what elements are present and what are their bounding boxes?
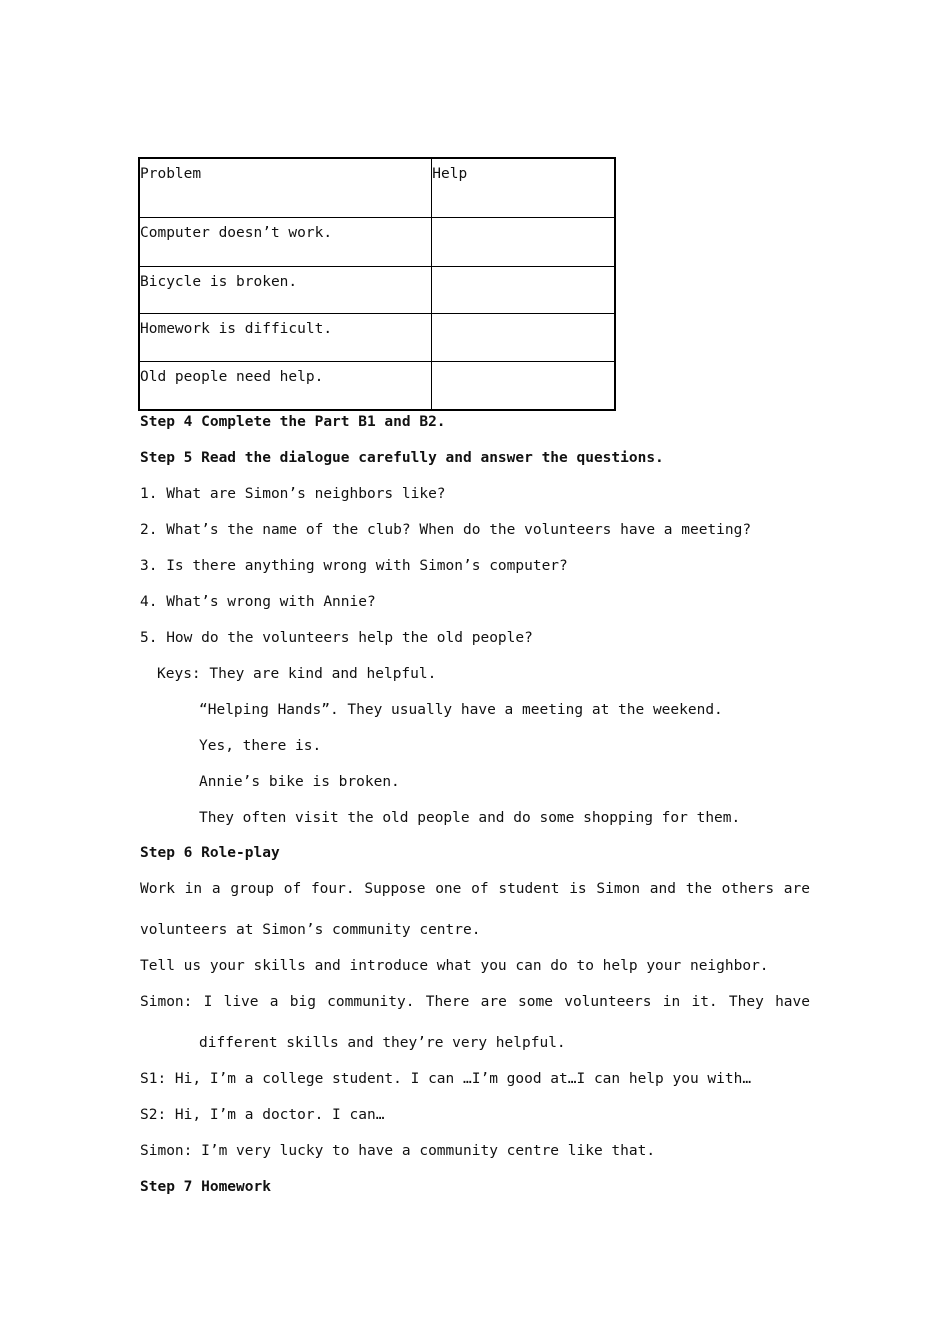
help-cell (432, 362, 615, 411)
question-1: 1. What are Simon’s neighbors like? (140, 486, 446, 502)
step5-heading: Step 5 Read the dialogue carefully and answer the questions. (140, 450, 664, 466)
table-row (139, 362, 615, 411)
simon-line-1: Simon: I live a big community. There are some volunteers in it. They have (140, 994, 810, 1010)
answer-key-2: “Helping Hands”. They usually have a meeting at the weekend. (199, 702, 723, 718)
problem-cell: Old people need help. (139, 362, 432, 411)
question-2: 2. What’s the name of the club? When do the volunteers have a meeting? (140, 522, 752, 538)
problem-cell: Homework is difficult. (139, 314, 432, 362)
problem-help-table (138, 157, 616, 411)
s2-line: S2: Hi, I’m a doctor. I can… (140, 1107, 385, 1123)
header-problem: Problem (139, 158, 432, 218)
table-row (139, 218, 615, 267)
simon-line-2: Simon: I’m very lucky to have a community centre like that. (140, 1143, 656, 1159)
answer-key-1: Keys: They are kind and helpful. (157, 666, 437, 682)
simon-line-1-cont: different skills and they’re very helpful. (199, 1035, 566, 1051)
step6-heading: Step 6 Role-play (140, 845, 280, 861)
help-cell (432, 267, 615, 314)
answer-key-4: Annie’s bike is broken. (199, 774, 400, 790)
answer-key-5: They often visit the old people and do some shopping for them. (199, 810, 741, 826)
table-row (139, 267, 615, 314)
problem-cell: Computer doesn’t work. (139, 218, 432, 267)
help-cell (432, 314, 615, 362)
step6-para1-line2: volunteers at Simon’s community centre. (140, 922, 481, 938)
question-3: 3. Is there anything wrong with Simon’s computer? (140, 558, 568, 574)
table-row (139, 314, 615, 362)
step6-para2: Tell us your skills and introduce what you can do to help your neighbor. (140, 958, 769, 974)
question-5: 5. How do the volunteers help the old people? (140, 630, 533, 646)
table-header-row (139, 158, 615, 218)
step6-para1-line1: Work in a group of four. Suppose one of student is Simon and the others are (140, 881, 810, 897)
problem-cell: Bicycle is broken. (139, 267, 432, 314)
help-cell (432, 218, 615, 267)
answer-key-3: Yes, there is. (199, 738, 322, 754)
header-help: Help (432, 158, 615, 218)
step4-heading: Step 4 Complete the Part B1 and B2. (140, 414, 446, 430)
question-4: 4. What’s wrong with Annie? (140, 594, 376, 610)
step7-heading: Step 7 Homework (140, 1179, 271, 1195)
s1-line: S1: Hi, I’m a college student. I can …I’m good at…I can help you with… (140, 1071, 752, 1087)
